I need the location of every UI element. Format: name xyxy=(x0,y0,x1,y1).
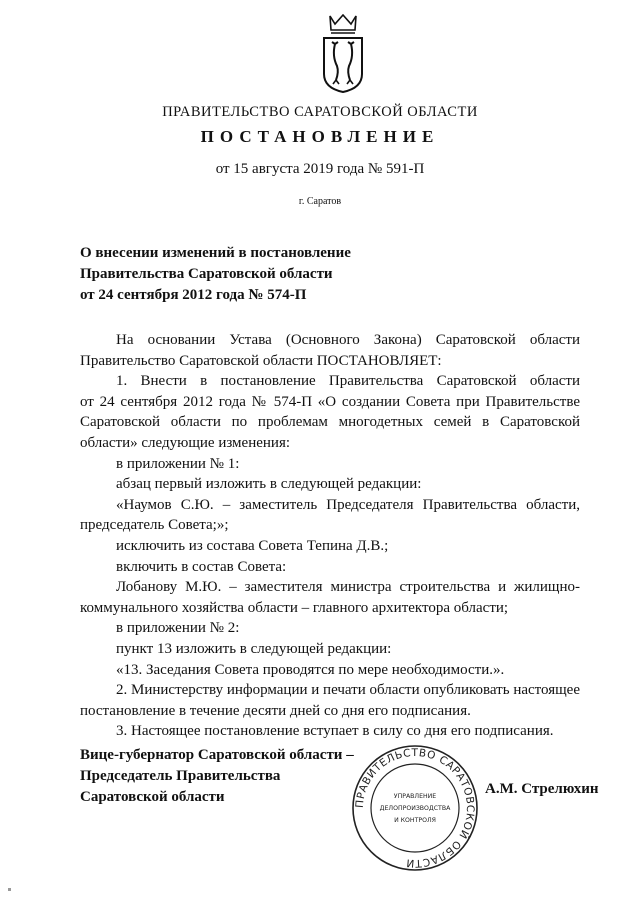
signer-position-line: Вице-губернатор Саратовской области – xyxy=(80,747,354,763)
body-line: Правительство Саратовской области ПОСТАНОВЛЯЕТ: xyxy=(80,352,442,369)
scan-artifact-dot xyxy=(8,888,11,891)
body-line: Лобанову М.Ю. – заместителя министра строительства и жилищно- xyxy=(116,579,580,596)
subject-line: О внесении изменений в постановление xyxy=(80,245,351,261)
document-city: г. Саратов xyxy=(298,196,342,207)
stamp-inner-line: УПРАВЛЕНИЕ xyxy=(393,793,437,800)
body-line: коммунального хозяйства области – главного архитектора области; xyxy=(80,599,509,616)
subject-line: Правительства Саратовской области xyxy=(80,266,333,282)
signer-position-line: Саратовской области xyxy=(80,789,225,805)
body-line: включить в состав Совета: xyxy=(116,558,287,575)
body-line: «Наумов С.Ю. – заместитель Председателя Правительства области, xyxy=(116,496,580,513)
government-name: ПРАВИТЕЛЬСТВО САРАТОВСКОЙ ОБЛАСТИ xyxy=(162,104,478,120)
saratov-coat-of-arms-icon xyxy=(318,14,368,94)
signer-name: А.М. Стрелюхин xyxy=(485,781,599,797)
body-line: абзац первый изложить в следующей редакции: xyxy=(116,476,422,493)
body-line: На основании Устава (Основного Закона) Саратовской области xyxy=(116,332,580,348)
body-line: председатель Совета;»; xyxy=(80,517,229,534)
document-type-title: ПОСТАНОВЛЕНИЕ xyxy=(200,127,440,146)
stamp-inner-line: И КОНТРОЛЯ xyxy=(394,817,436,824)
body-line: Саратовской области по проблемам многодетных семей в Саратовской xyxy=(80,414,580,431)
document-body xyxy=(80,330,580,742)
signer-position xyxy=(80,745,354,808)
official-round-stamp-icon xyxy=(350,743,480,873)
body-line: от 24 сентября 2012 года № 574-П «О создании Совета при Правительстве xyxy=(80,393,580,410)
document-date-number: от 15 августа 2019 года № 591-П xyxy=(215,161,425,177)
body-line: 1. Внести в постановление Правительства Саратовской области xyxy=(116,373,580,390)
body-line: в приложении № 1: xyxy=(116,455,240,472)
subject-line: от 24 сентября 2012 года № 574-П xyxy=(80,287,307,303)
body-line: исключить из состава Совета Тепина Д.В.; xyxy=(116,537,389,554)
body-line: 2. Министерству информации и печати области опубликовать настоящее xyxy=(116,682,580,699)
body-line: пункт 13 изложить в следующей редакции: xyxy=(116,640,392,657)
body-line: области» следующие изменения: xyxy=(80,434,291,451)
body-line: в приложении № 2: xyxy=(116,620,240,637)
stamp-inner-line: ДЕЛОПРОИЗВОДСТВА xyxy=(379,805,451,812)
signer-position-line: Председатель Правительства xyxy=(80,768,281,784)
document-subject xyxy=(80,243,410,306)
stamp-outer-text: ПРАВИТЕЛЬСТВО САРАТОВСКОЙ ОБЛАСТИ xyxy=(353,746,477,870)
body-line: постановление в течение десяти дней со дня его подписания. xyxy=(80,702,471,719)
body-line: 3. Настоящее постановление вступает в силу со дня его подписания. xyxy=(116,723,554,740)
body-line: «13. Заседания Совета проводятся по мере необходимости.». xyxy=(116,661,505,678)
